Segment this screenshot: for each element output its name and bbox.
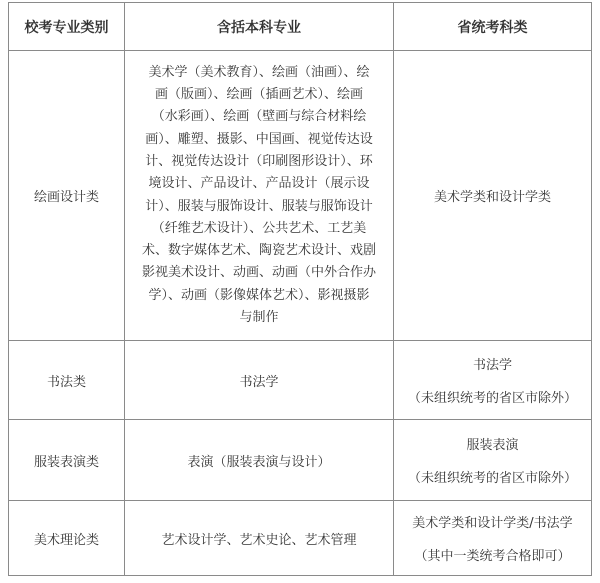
majors-line: 计）、服装与服饰设计、服装与服饰设计: [145, 198, 373, 214]
majors-line: 学）、动画（影像媒体艺术）、影视摄影: [148, 287, 370, 303]
exam-note: （未组织统考的省区市除外）: [407, 391, 577, 406]
header-row: [9, 3, 592, 51]
exam-cell: [394, 341, 592, 420]
majors-line: 影视美术设计、动画、动画（中外合作办: [141, 265, 376, 281]
art-admission-table: [8, 2, 592, 576]
majors-line: 与制作: [239, 309, 279, 325]
exam-cell: [394, 501, 592, 576]
table-row: [9, 420, 592, 501]
table-row: [9, 341, 592, 420]
category-cell: 服装表演类: [9, 420, 125, 501]
table-row: [9, 51, 592, 341]
header-school-category: 校考专业类别: [9, 3, 125, 51]
exam-cell: 美术学类和设计学类: [394, 51, 592, 341]
category-cell: 书法类: [9, 341, 125, 420]
exam-line: 书法学: [472, 358, 512, 373]
header-included-majors: 含括本科专业: [125, 3, 394, 51]
category-cell: 美术理论类: [9, 501, 125, 576]
majors-cell: [125, 51, 394, 341]
header-provincial-exam: 省统考科类: [394, 3, 592, 51]
majors-cell: 表演（服装表演与设计）: [125, 420, 394, 501]
majors-line: 术、数字媒体艺术、陶瓷艺术设计、戏剧: [141, 243, 376, 259]
majors-line: （水彩画）、绘画（壁画与综合材料绘: [151, 109, 367, 125]
majors-line: 计、视觉传达设计（印刷图形设计）、环: [145, 153, 373, 169]
exam-cell: [394, 420, 592, 501]
exam-line: 美术学类和设计学类/书法学: [412, 516, 573, 531]
exam-note: （其中一类统考合格即可）: [414, 549, 571, 564]
majors-cell: 艺术设计学、艺术史论、艺术管理: [125, 501, 394, 576]
exam-note: （未组织统考的省区市除外）: [407, 471, 577, 486]
exam-line: 服装表演: [466, 438, 519, 453]
majors-line: 美术学（美术教育）、绘画（油画）、绘: [148, 64, 370, 80]
majors-line: （纤维艺术设计）、公共艺术、工艺美: [151, 220, 367, 236]
majors-line: 画）、雕塑、摄影、中国画、视觉传达设: [145, 131, 373, 147]
majors-line: 境设计、产品设计、产品设计（展示设: [148, 176, 370, 192]
category-cell: 绘画设计类: [9, 51, 125, 341]
table-row: [9, 501, 592, 576]
majors-line: 画（版画）、绘画（插画艺术）、绘画: [154, 87, 363, 103]
majors-cell: 书法学: [125, 341, 394, 420]
